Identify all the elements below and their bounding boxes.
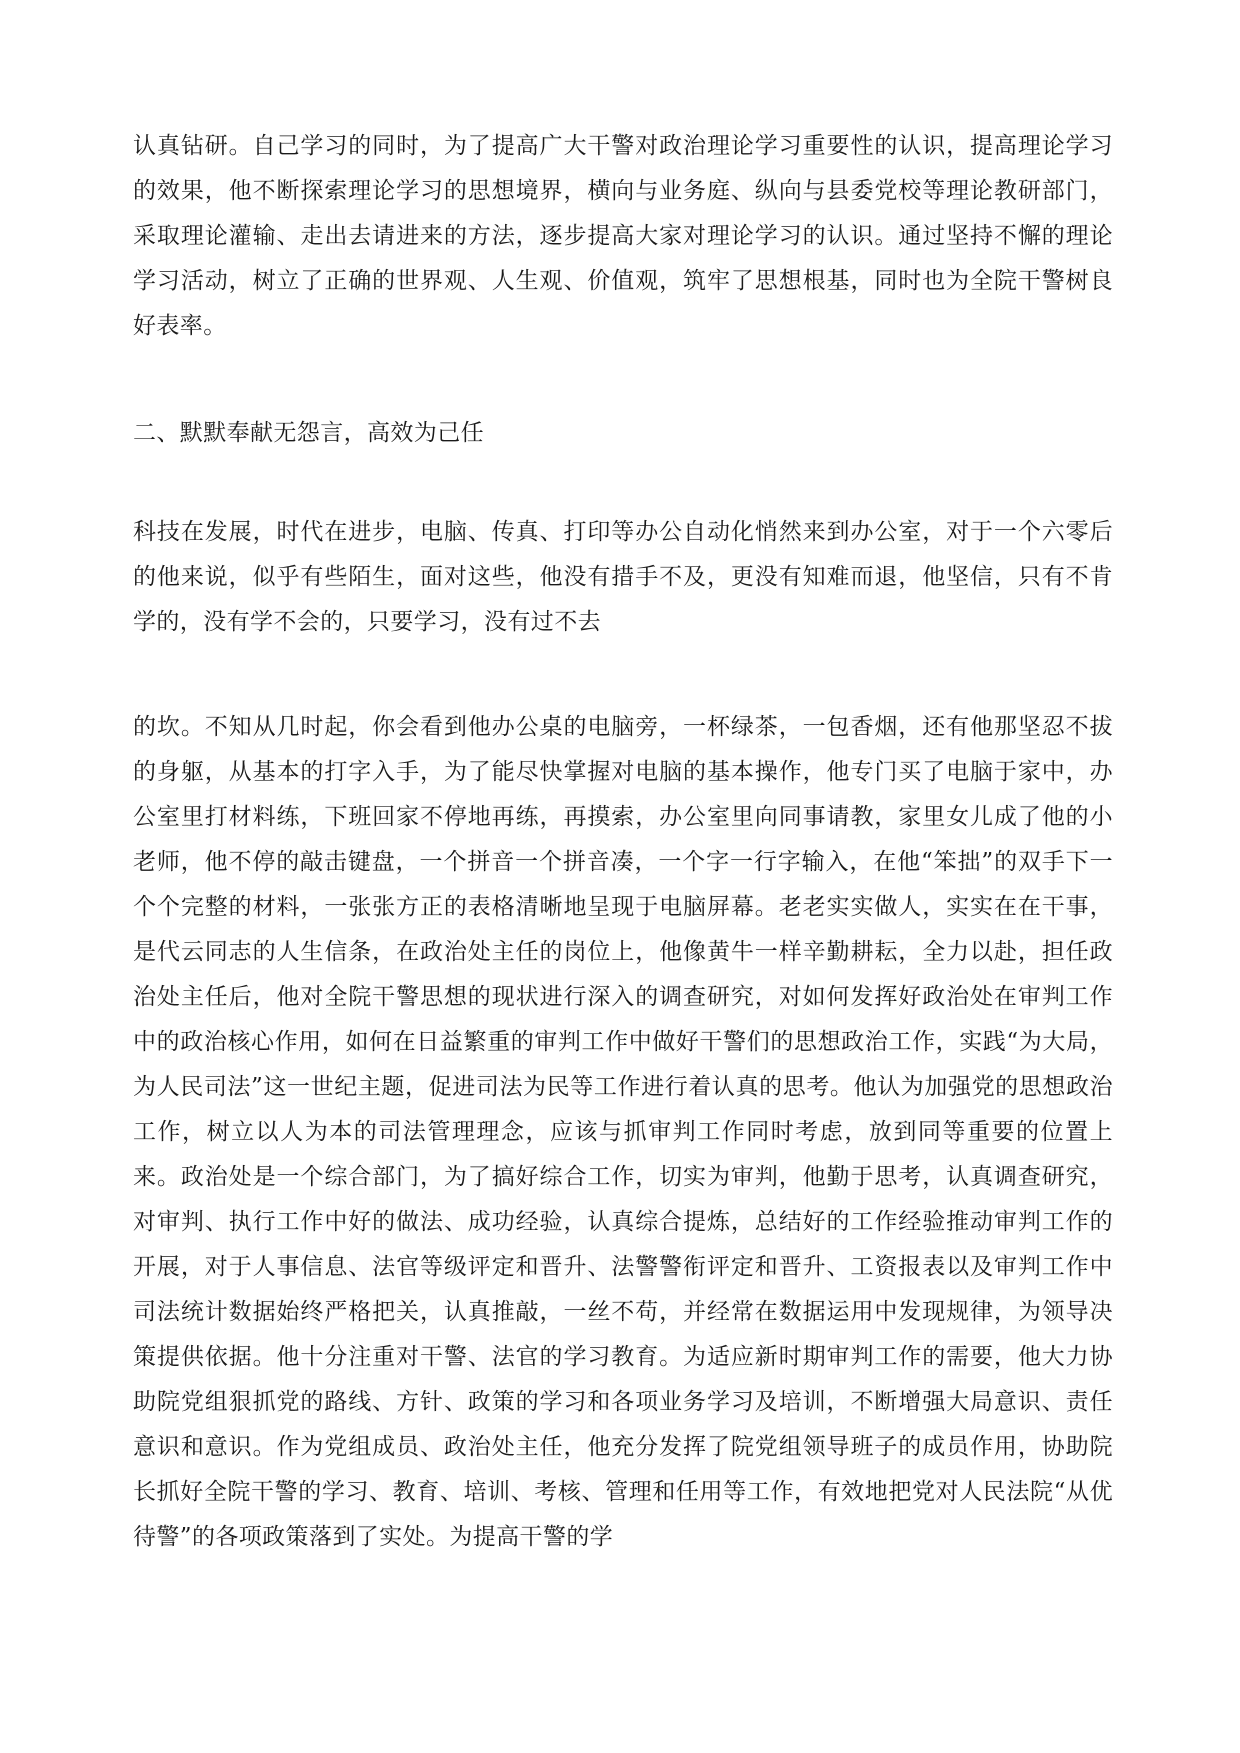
paragraph-dedication: 的坎。不知从几时起，你会看到他办公桌的电脑旁，一杯绿茶，一包香烟，还有他那坚忍不拔的身躯，从基本的打字入手，为了能尽快掌握对电脑的基本操作，他专门买了电脑于家中，办公室里打材料练，下班回家不停地再练，再摸索，办公室里向同事请教，家里女儿成了他的小老师，他不停的敲击键盘，一个拼音一个拼音凑，一个字一行字输入，在他“笨拙”的双手下一个个完整的材料，一张张方正的表格清晰地呈现于电脑屏幕。老老实实做人，实实在在干事，是代云同志的人生信条，在政治处主任的岗位上，他像黄牛一样辛勤耕耘，全力以赴，担任政治处主任后，他对全院干警思想的现状进行深入的调查研究，对如何发挥好政治处在审判工作中的政治核心作用，如何在日益繁重的审判工作中做好干警们的思想政治工作，实践“为大局，为人民司法”这一世纪主题，促进司法为民等工作进行着认真的思考。他认为加强党的思想政治工作，树立以人为本的司法管理理念，应该与抓审判工作同时考虑，放到同等重要的位置上来。政治处是一个综合部门，为了搞好综合工作，切实为审判，他勤于思考，认真调查研究，对审判、执行工作中好的做法、成功经验，认真综合提炼，总结好的工作经验推动审判工作的开展，对于人事信息、法官等级评定和晋升、法警警衔评定和晋升、工资报表以及审判工作中司法统计数据始终严格把关，认真推敲，一丝不苟，并经常在数据运用中发现规律，为领导决策提供依据。他十分注重对干警、法官的学习教育。为适应新时期审判工作的需要，他大力协助院党组狠抓党的路线、方针、政策的学习和各项业务学习及培训，不断增强大局意识、责任意识和意识。作为党组成员、政治处主任，他充分发挥了院党组领导班子的成员作用，协助院长抓好全院干警的学习、教育、培训、考核、管理和任用等工作，有效地把党对人民法院“从优待警”的各项政策落到了实处。为提高干警的学 [133, 714, 1113, 1550]
section-heading: 二、默默奉献无怨言，高效为己任 [133, 420, 484, 446]
paragraph-theory-study: 认真钻研。自己学习的同时，为了提高广大干警对政治理论学习重要性的认识，提高理论学习的效果，他不断探索理论学习的思想境界，横向与业务庭、纵向与县委党校等理论教研部门，采取理论灌输、走出去请进来的方法，逐步提高大家对理论学习的认识。通过坚持不懈的理论学习活动，树立了正确的世界观、人生观、价值观，筑牢了思想根基，同时也为全院干警树良好表率。 [133, 133, 1113, 339]
paragraph-office-automation: 科技在发展，时代在进步，电脑、传真、打印等办公自动化悄然来到办公室，对于一个六零后的他来说，似乎有些陌生，面对这些，他没有措手不及，更没有知难而退，他坚信，只有不肯学的，没有学不会的，只要学习，没有过不去 [133, 519, 1113, 635]
